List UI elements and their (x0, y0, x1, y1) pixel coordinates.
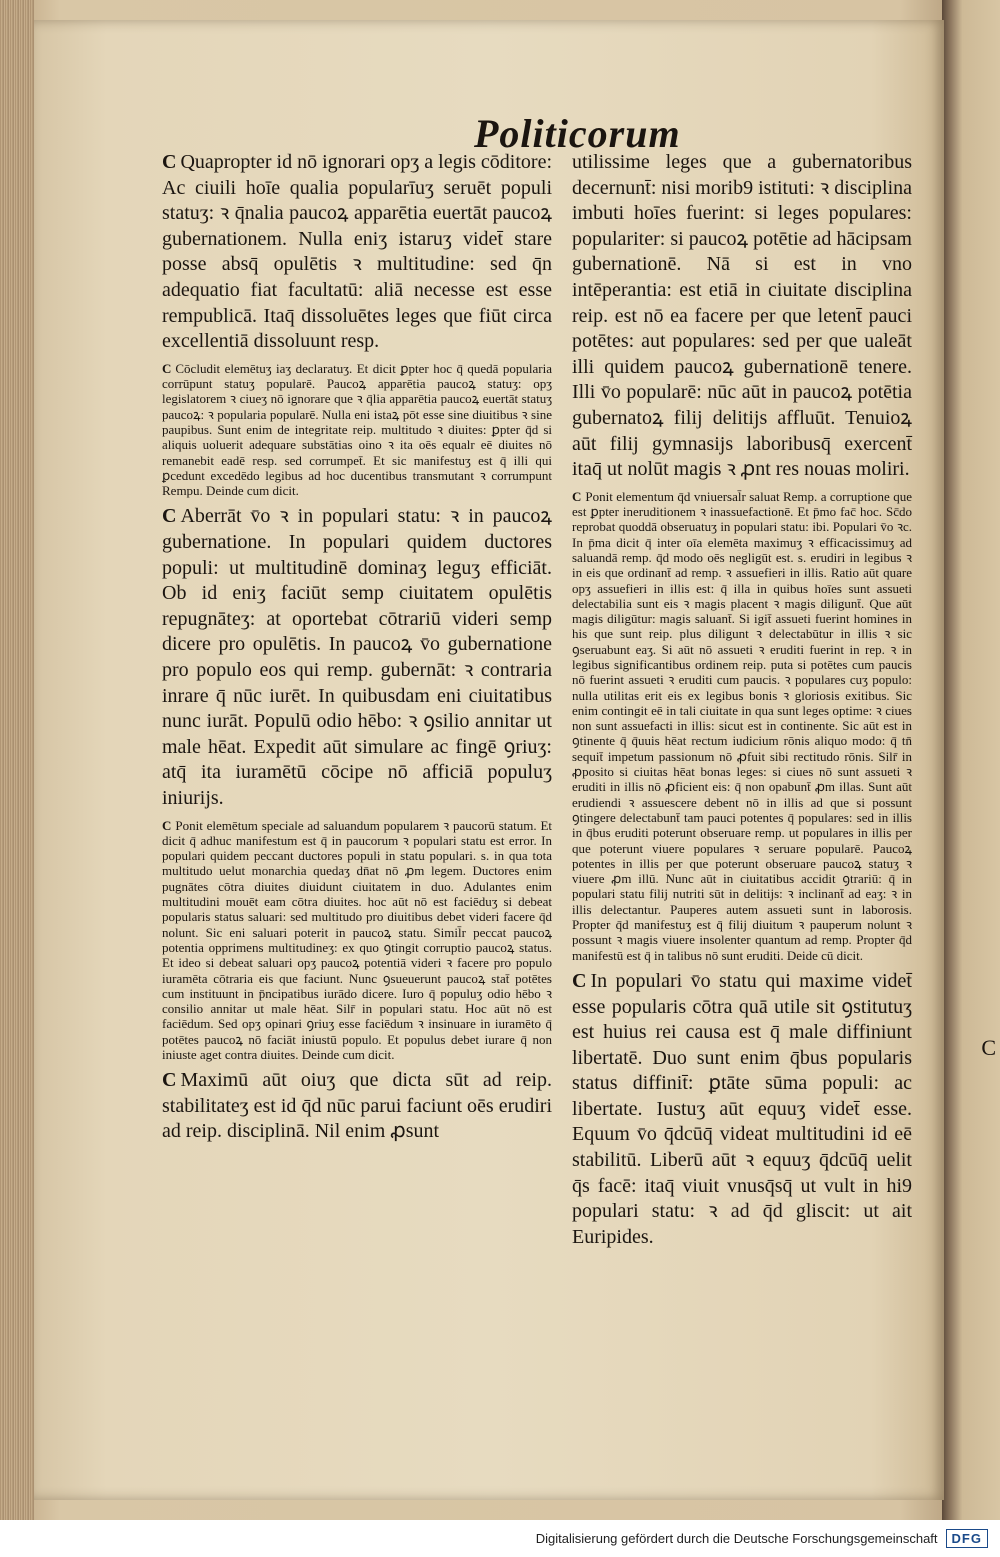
pilcrow-icon: C (162, 360, 172, 376)
running-head: Politicorum (474, 111, 681, 156)
paragraph: C Maximū aūt oiuʒ que dicta sūt ad reip. stabilitateʒ est id q̄d nūc parui faciunt oēs erudiri ad reip. disciplinā. Nil enim ꝓsunt (162, 1069, 552, 1143)
pilcrow-icon: C (162, 151, 177, 173)
commentary: C Ponit elemētum speciale ad saluandum popularem ꝛ paucorū statum. Et dicit q̄ adhuc manifestum est q̄ in paucorum ꝛ populari statu est error. In populari quidem peccant ductores populi in statu populari. s. in qua tota multitudo uelut monarchia quedaʒ dn̄at nō ꝓm legem. Ductores enim pugnātes cōtra diuites diuidunt ciuitatem in duo. Adulantes enim multitudini mouēt eam cōtra diuites. hoc aūt nō est faciēduʒ si debeat popularis status saluari: sed multitudo pro diuitibus debet videri facere q̄d nolunt. Sic eni saluari poterit in paucoꝝ statu. Simil̄r peccat paucoꝝ potentia opprimens multitudineʒ: ex quo ꝯtingit corruptio paucoꝝ status. Et ideo si debeat saluari opʒ paucoꝝ potentiā videri ꝛ facere pro populo iuramēta cōtraria eis que faciunt. Nunc ꝯsueuerunt paucoꝝ stat̄ potētes cum instituunt in p̄ncipatibus iurādo dicere. Iuro q̄ populuʒ odio hēbo ꝛ consilio annitar ut male hēat. Silr̄ in populari statu. Hoc aūt nō est faciēdum. Sed opʒ opinari ꝯriuʒ esse faciēdum ꝛ insinuare in iuramēto q̄ potētes paucoꝝ nō faciāt iniustū populo. Et populus debet iurare q̄ non iniuste aget contra diuites. Deinde cum dicit. (162, 817, 552, 1062)
margin-mark: C (981, 1035, 996, 1060)
facing-page-edge (942, 0, 1000, 1520)
book-page-edges (0, 0, 34, 1520)
commentary: C Cōcludit elemētuʒ iaʒ declaratuʒ. Et dicit ꝑpter hoc q̄ quedā popularia corrūpunt statuʒ popularē. Paucoꝝ apparētia paucoꝝ statuʒ: opʒ legislatorem ꝛ ciueʒ nō ignorare que ꝛ q̄lia apparētia paucoꝝ euertāt statuʒ paucoꝝ: ꝛ popularia popularē. Nulla eni istaꝝ pōt esse sine diuitibus ꝛ sine paupibus. Sunt enim de integritate reip. multitudo ꝛ diuites: ꝑpter q̄d si aliquis uoluerit adequare substātias oino ꝛ ita oēs equalr eē diuites nō remanebit eadē resp. sed corrumpet̄. Et sic manifestuʒ est q̄ illi qui ꝑcedunt excedēdo legibus ad hoc ducentibus transmutant ꝛ corrumpunt Rempu. Deinde cum dicit. (162, 360, 552, 499)
pilcrow-icon: C (162, 817, 172, 833)
pilcrow-icon: C (162, 1069, 177, 1092)
pilcrow-icon: C (572, 488, 582, 504)
footer-credit: Digitalisierung gefördert durch die Deutsche Forschungsgemeinschaft (535, 1531, 938, 1546)
dfg-logo-icon: DFG (946, 1529, 988, 1548)
digitization-footer (0, 1520, 1000, 1557)
paragraph: C Quapropter id nō ignorari opʒ a legis cōditore: Ac ciuili hoīe qualia popularīuʒ seruēt populi statuʒ: ꝛ q̄nalia paucoꝝ apparētia euertāt paucoꝝ gubernationem. Nulla eniʒ istaruʒ videt̄ stare posse absq̄ opulētis ꝛ multitudine: sed q̄n adequatio fiat facultatū: aliā necesse est esse rempublicā. Itaq̄ dissoluētes leges que fiūt circa excellentiā dissoluunt resp. (162, 151, 553, 353)
paragraph: C In populari v̄o statu qui maxime videt̄ esse popularis cōtra quā utile sit ꝯstitutuʒ est huius rei causa est q̄ male diffiniunt libertatē. Duo sunt enim q̄bus popularis status diffinit̄: ꝑtāte sūma populi: ac libertate. Iustuʒ aūt equuʒ videt̄ esse. Equum v̄o q̄dcūq̄ videat multitudini id eē stabilitū. Liberū aūt ꝛ equuʒ q̄dcūq̄ uelit q̄s facē: itaq̄ viuit vnusq̄sq̄ ut vult in hi9 populari statu: ꝛ ad q̄d gliscit: ut ait Euripides. (572, 969, 912, 1248)
paragraph: utilissime leges que a gubernatoribus decernunt̄: nisi morib9 istituti: ꝛ disciplina imbuti hoīes fuerint: si leges populares: populariter: si paucoꝝ potētie ad hācipsam gubernationē. Nā si est in vno intēperantia: est etiā in ciuitate disciplina reip. est nō ea facere per que letent̄ pauci potētes: aut populares: sed per que ualeāt illi quidem paucoꝝ gubernationē tenere. Illi v̄o popularē: nūc aūt in paucoꝝ potētia gubernatoꝝ filij delitijs affluūt. Tenuioꝝ aūt filij gymnasijs laboribusq̄ exercent̄ itaq̄ ut nolūt magis ꝛ ꝓnt res nouas moliri. (572, 151, 912, 481)
pilcrow-icon: C (572, 969, 587, 992)
right-column (572, 150, 912, 1256)
commentary: C Ponit elementum q̄d vniuersal̄r saluat Remp. a corruptione que est ꝑpter ineruditionem ꝛ inassuefactionē. Et p̄mo fac̄ hoc. Sc̄do reprobat quoddā obseruatuʒ in populari statu: ibi. Populari v̄o ꝛc. In p̄ma dicit q̄ inter oīa elemēta maximuʒ ꝛ efficacissimuʒ ad saluandā remp. q̄d modo oēs negligūt est. s. erudiri in legibus ꝛ in eis que ordinant̄ ad remp. ꝛ assuefieri in illis. Ratio aūt quare opʒ assuefieri in illis est: q̄ illa in quibus hoīes sunt assueti delectabilia sunt eis ꝛ magis placent ꝛ magis diligunt̄. Que aūt magis diligūtur: magis saluant̄. Si igit̄ assueti fuerint homines in his que sunt reip. plus diligunt ꝛ delectabūtur in illis ꝛ sic ꝯseruabunt eaʒ. Si aūt nō assueti ꝛ eruditi fuerint in rep. ꝛ in legibus significantibus ordinem reip. puta si potētes cum paucis nō fuerint assueti ꝛ eruditi cum paucis. ꝛ populares cuʒ populo: nulla utilitas erit eis ex legibus bonis ꝛ gloriosis exitibus. Sic enim contingit eē in tali ciuitate in qua sunt leges optime: ꝛ ciues non sunt assuefacti in illis: sicut est in continente. Sic aūt est in ꝯtinente q̄ q̄uuis hēat rectum iudicium rōnis aliquo modo: q̄ tn̄ sequit̄ impetum passionum nō ꝓfuit sibi rectitudo rōnis. Silr̄ in ꝓposito si ciuitas hēat bonas leges: si ciues nō sunt assueti ꝛ eruditi in illis nō ꝓficient eis: q̄ non opabunt̄ ꝓm illas. Sunt aūt erudiendi ꝛ assuescere debent nō in illis ad que si possunt ꝯtingere delectabunt̄ tam pauci potentes q̄ populares: sed in illis in q̄bus eruditi poterunt obseruare remp. ut populares in illis per que poterunt viuere populares ꝛ seruare popularē. Paucoꝝ potentes in illis per que poterunt obseruare paucoꝝ statuʒ ꝛ viuere ꝓm illū. Nunc aūt in ciuitatibus accidit ꝯtrariū: q̄ in populari statu filij nutriti sūt in delitijs: ꝛ inclinant̄ ad eaʒ: ꝛ in illis delectantur. Pauperes autem assueti sunt in laborosis. Propter q̄d manifestuʒ est q̄ filij diuitum ꝛ pauperum nolunt ꝛ possunt ꝛ magis viuere insolenter quantum ad remp. Propter q̄d manifestū est q̄ in talibus nō sunt eruditi. Deide cū dicit. (572, 488, 912, 963)
paragraph: C Aberrāt v̄o ꝛ in populari statu: ꝛ in paucoꝝ gubernatione. In populari quidem ductores populi: ut multitudinē dominaʒ leguʒ efficiāt. Ob id eniʒ faciūt semp ciuitatem opulētis repugnāteʒ: at oportebat cōtrariū videri semp dicere pro opulētis. In paucoꝝ v̄o gubernatione pro populo eos qui remp. gubernāt: ꝛ contraria inrare q̄ nūc iurēt. In quibusdam eni ciuitatibus nunc iurāt. Populū odio hēbo: ꝛ ꝯsilio annitar ut male hēat. Expedit aūt simulare ac fingē ꝯriuʒ: atq̄ ita iuramētū cōcipe nō afficiā populuʒ iniurijs. (162, 505, 552, 809)
left-column (162, 150, 552, 1151)
pilcrow-icon: C (162, 505, 177, 528)
